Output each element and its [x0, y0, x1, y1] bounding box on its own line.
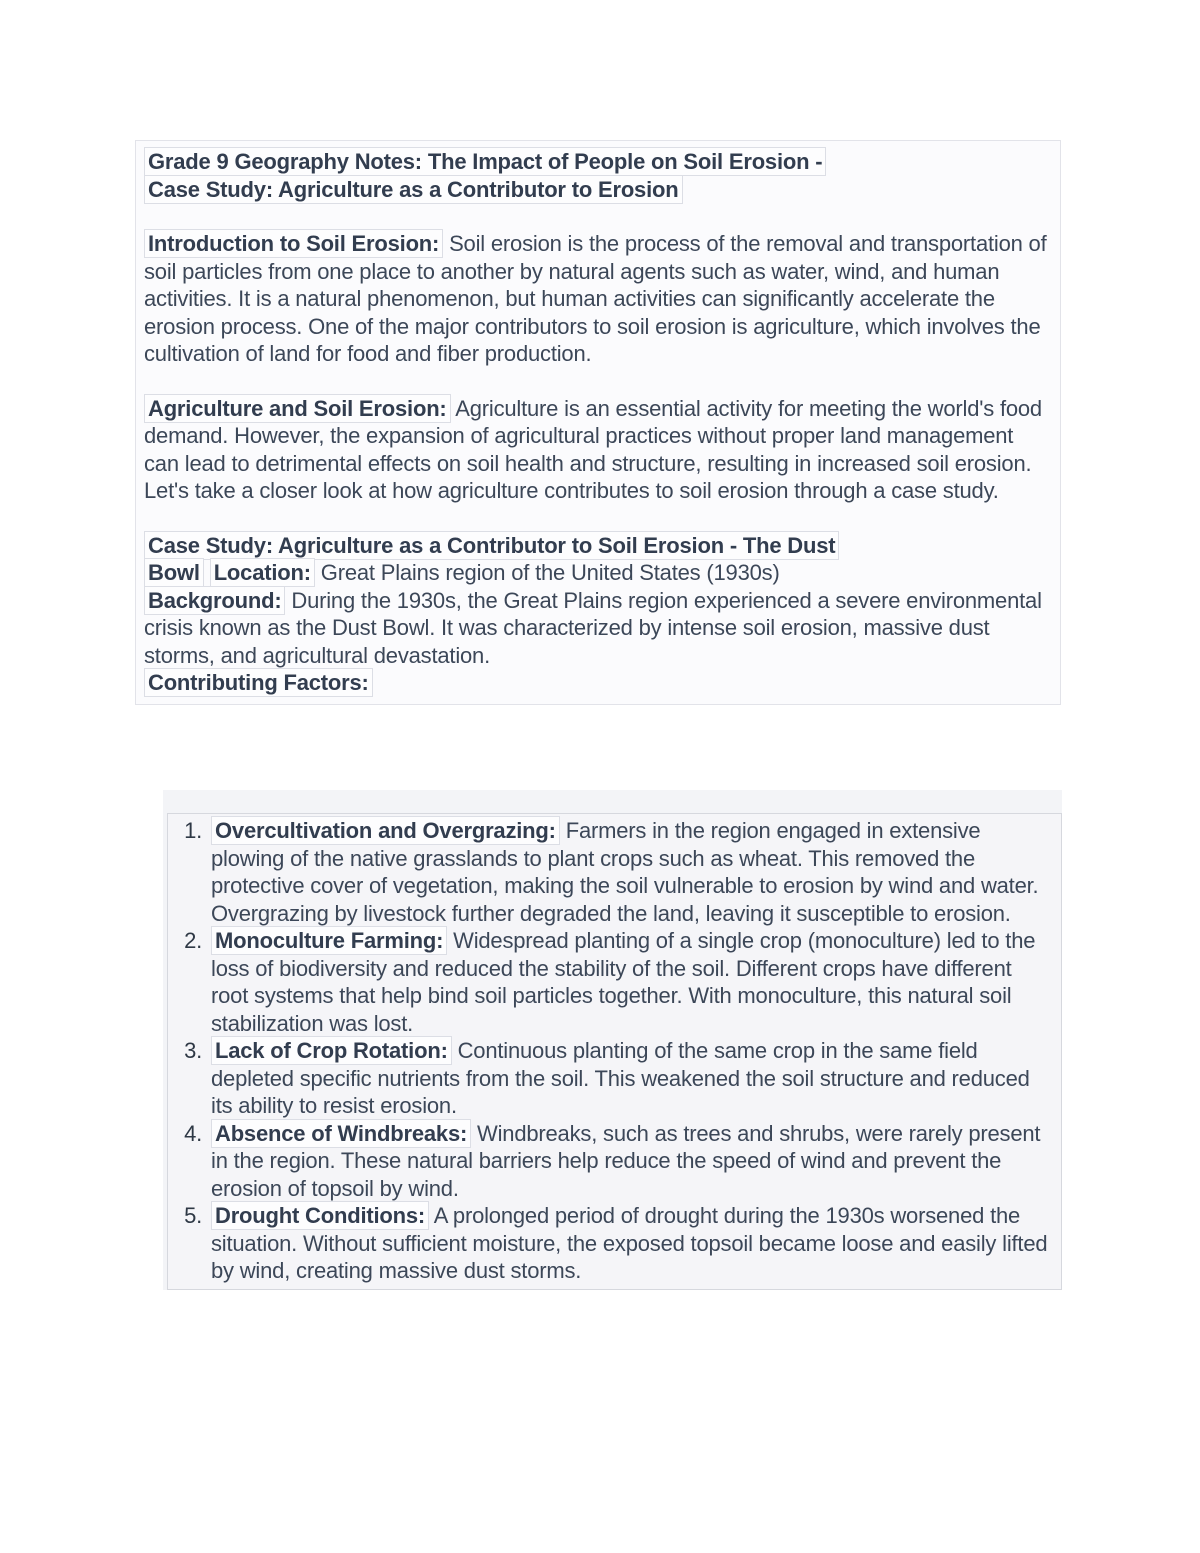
highlighted-heading-text: Contributing Factors:: [144, 668, 373, 697]
body-text-run: [204, 560, 210, 585]
factor-list-item: [208, 927, 1053, 1037]
body-text-run: Windbreaks, such as trees and shrubs, were rarely present in the region. These natural barriers help reduce the speed of wind and prevent the erosion of topsoil by wind.: [211, 1120, 1041, 1201]
contributing-factors-list: [167, 813, 1062, 1290]
paragraph-title: [144, 148, 1052, 203]
body-text-run: Soil erosion is the process of the removal and transportation of soil particles from one place to another by natural agents such as water, wind, and human activities. It is a natural phenomenon, but human activities can significantly accelerate the erosion process. One of the major contributors to soil erosion is agriculture, which involves the cultivation of land for food and fiber production.: [144, 231, 1047, 366]
highlighted-heading-text: Drought Conditions:: [211, 1201, 429, 1230]
body-text-run: A prolonged period of drought during the 1930s worsened the situation. Without sufficient moisture, the exposed topsoil became loose and easily lifted by wind, creating massive dust storms.: [211, 1203, 1048, 1283]
body-text-run: Continuous planting of the same crop in the same field depleted specific nutrients from the soil. This weakened the soil structure and reduced its ability to resist erosion.: [211, 1038, 1030, 1118]
highlighted-heading-text: Background:: [144, 586, 285, 615]
highlighted-heading-text: Overcultivation and Overgrazing:: [211, 816, 560, 845]
body-text-run: Great Plains region of the United States (1930s): [314, 560, 780, 585]
body-text-run: Widespread planting of a single crop (monoculture) led to the loss of biodiversity and reduced the stability of the soil. Different crops have different root systems that help bind soil particles together. With monoculture, this natural soil stabilization was lost.: [211, 928, 1036, 1036]
body-text-run: Farmers in the region engaged in extensive plowing of the native grasslands to plant crops such as wheat. This removed the protective cover of vegetation, making the soil vulnerable to erosion by wind and water. Overgrazing by livestock further degraded the land, leaving it susceptible to erosion.: [211, 818, 1039, 926]
highlighted-heading-text: Lack of Crop Rotation:: [211, 1036, 452, 1065]
factor-list-item: [208, 817, 1053, 927]
highlighted-heading-text: Case Study: Agriculture as a Contributor to Erosion: [144, 175, 683, 204]
notes-text-block: [135, 140, 1061, 705]
highlighted-heading-text: Location:: [210, 558, 315, 587]
highlighted-heading-text: Case Study: Agriculture as a Contributor to Soil Erosion - The Dust: [144, 531, 839, 560]
factor-list-item: [208, 1202, 1053, 1285]
highlighted-heading-text: Absence of Windbreaks:: [211, 1119, 471, 1148]
paragraph-introduction: [144, 230, 1052, 368]
paragraph-agriculture-and-soil-erosion: [144, 395, 1052, 505]
highlighted-heading-text: Grade 9 Geography Notes: The Impact of People on Soil Erosion -: [144, 147, 826, 176]
highlighted-heading-text: Bowl: [144, 558, 204, 587]
factor-list-item: [208, 1037, 1053, 1120]
contributing-factors-wrapper: [163, 790, 1062, 1290]
body-text-run: During the 1930s, the Great Plains region experienced a severe environmental crisis known as the Dust Bowl. It was characterized by intense soil erosion, massive dust storms, and agricultural devastation.: [144, 587, 1042, 668]
factor-list-item: [208, 1120, 1053, 1203]
highlighted-heading-text: Introduction to Soil Erosion:: [144, 229, 443, 258]
highlighted-heading-text: Monoculture Farming:: [211, 926, 447, 955]
body-text-run: Agriculture is an essential activity for meeting the world's food demand. However, the expansion of agricultural practices without proper land management can lead to detrimental effects on soil health and structure, resulting in increased soil erosion. Let's take a closer look at how agriculture contributes to soil erosion through a case study.: [144, 395, 1042, 503]
paragraph-case-study: [144, 532, 1052, 697]
highlighted-heading-text: Agriculture and Soil Erosion:: [144, 394, 451, 423]
